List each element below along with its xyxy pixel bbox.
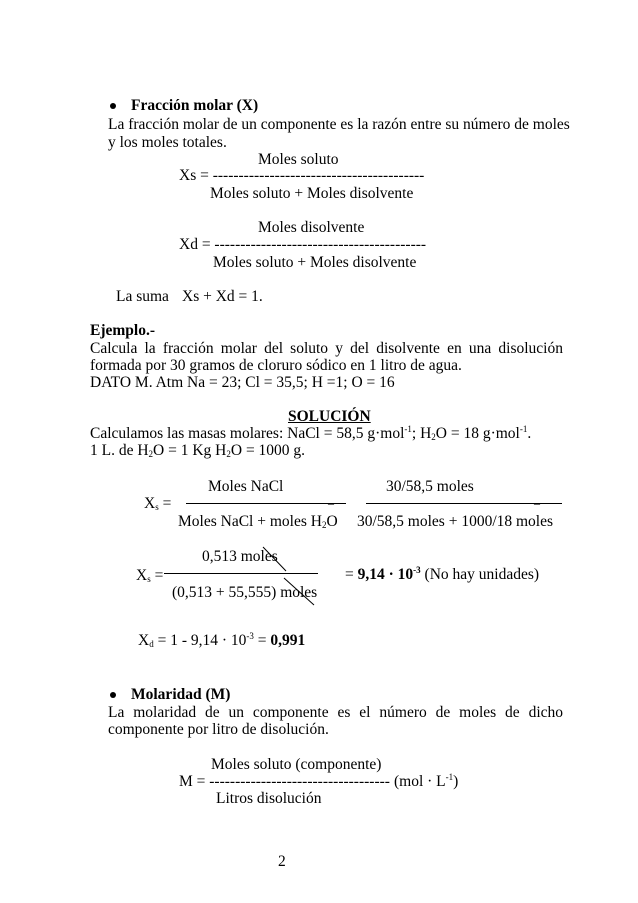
formula-numerator: Moles soluto: [258, 151, 339, 168]
fraction-bar-mark: _: [328, 492, 334, 506]
xs-label: $X_s$ =: [136, 567, 164, 584]
example-line: formada por 30 gramos de cloruro sódico en 1 litro de agua.: [90, 357, 462, 374]
formula-denominator: Moles soluto + Moles disolvente: [213, 254, 417, 271]
paragraph-line: componente por litro de disolución.: [108, 721, 329, 738]
xs-label: $X_s$ =: [144, 495, 172, 512]
fraction-denominator: (0,513 + 55,555) moles: [172, 584, 318, 601]
sum-label: La suma: [116, 288, 169, 305]
bullet-icon: [110, 103, 116, 109]
bullet-icon: [110, 692, 116, 698]
formula-denominator: Moles soluto + Moles disolvente: [210, 185, 414, 202]
fraction-numerator: 30/58,5 moles: [386, 478, 474, 495]
section-title-molaridad: Molaridad (M): [131, 686, 231, 703]
section-title-fraccion-molar: Fracción molar (X): [131, 97, 259, 114]
example-line: DATO M. Atm Na = 23; Cl = 35,5; H =1; O = 16: [90, 374, 395, 391]
paragraph-line: La molaridad de un componente es el número de moles de dicho: [108, 704, 563, 721]
molar-mass-line: Calculamos las masas molares: NaCl = 58,5 g·mol$^{-1}$; $H_2O = 18$ g·mol$^{-1}$.: [90, 424, 532, 442]
result-xd: $X_d = 1 - 9,14 \cdot 10^{-3} = 0,991$: [138, 631, 306, 649]
solution-title: SOLUCIÓN: [288, 408, 371, 425]
fraction-denominator: Moles NaCl + moles $H_2O$: [178, 513, 338, 530]
page-number: 2: [278, 853, 286, 870]
fraction-bar: [186, 503, 346, 504]
fraction-numerator: 0,513 moles: [202, 548, 278, 565]
formula-xd: Xd = -----------------------------------------: [179, 236, 427, 253]
formula-m: M = -----------------------------------: [179, 773, 390, 790]
formula-numerator: Moles disolvente: [258, 219, 365, 236]
result-xs: = $9,14 \cdot 10^{-3}$ (No hay unidades): [345, 565, 540, 583]
sum-equation: Xs + Xd = 1.: [182, 288, 263, 305]
paragraph-line: y los moles totales.: [108, 134, 227, 151]
fraction-numerator: Moles NaCl: [208, 478, 284, 495]
example-line: Calcula la fracción molar del soluto y del disolvente en una disolución: [90, 340, 563, 357]
formula-denominator: Litros disolución: [216, 790, 322, 807]
formula-numerator: Moles soluto (componente): [211, 756, 382, 773]
fraction-denominator: 30/58,5 moles + 1000/18 moles: [357, 513, 554, 530]
formula-units: $(mol \cdot L^{-1})$: [394, 772, 459, 790]
formula-xs: Xs = -----------------------------------------: [179, 167, 425, 184]
paragraph-line: La fracción molar de un componente es la razón entre su número de moles: [108, 116, 570, 133]
liter-line: 1 L. de $H_2O = 1$ Kg $H_2O = 1000$ g.: [90, 442, 306, 459]
fraction-bar-mark: _: [534, 492, 540, 506]
cancel-strike-icon: [260, 543, 320, 608]
example-title: Ejemplo.-: [90, 322, 156, 339]
fraction-bar: [366, 503, 562, 504]
